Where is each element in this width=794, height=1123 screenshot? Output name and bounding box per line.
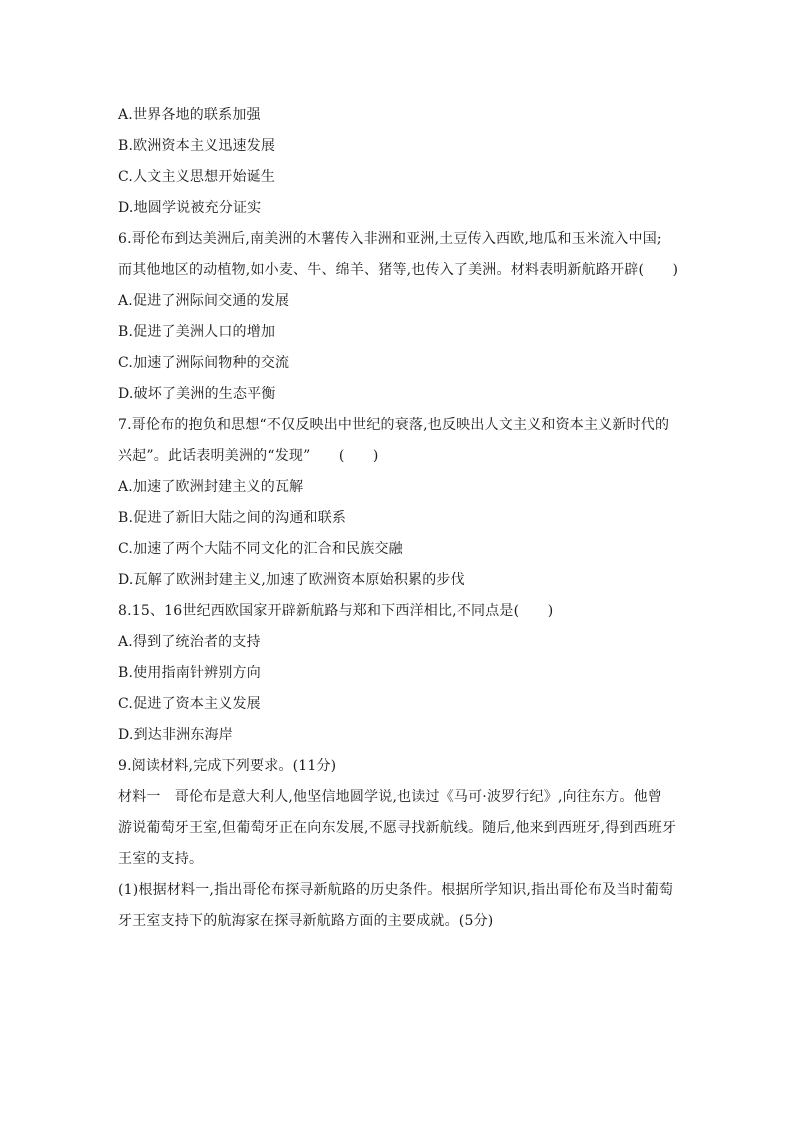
q8-option-c: C.促进了资本主义发展 [118, 696, 261, 712]
q5-option-c: C.人文主义思想开始诞生 [118, 169, 276, 185]
q8-option-d: D.到达非洲东海岸 [118, 727, 233, 743]
q9-stem: 9.阅读材料,完成下列要求。(11分) [118, 758, 337, 774]
q9-sub1-line-2: 牙王室支持下的航海家在探寻新航路方面的主要成就。(5分) [118, 913, 494, 929]
q8-option-b: B.使用指南针辨别方向 [118, 665, 261, 681]
q7-stem-line-2: 兴起”。此话表明美洲的“发现” ( ) [118, 448, 379, 464]
q9-sub1-line-1: (1)根据材料一,指出哥伦布探寻新航路的历史条件。根据所学知识,指出哥伦布及当时葡萄 [118, 882, 674, 898]
q6-option-a: A.促进了洲际间交通的发展 [118, 293, 290, 309]
document-body [118, 100, 678, 937]
q9-material-1-line-3: 王室的支持。 [118, 851, 204, 867]
q6-stem-line-1: 6.哥伦布到达美洲后,南美洲的木薯传入非洲和亚洲,土豆传入西欧,地瓜和玉米流入中国; [118, 231, 662, 247]
q5-option-d: D.地圆学说被充分证实 [118, 200, 262, 216]
q5-option-b: B.欧洲资本主义迅速发展 [118, 138, 276, 154]
q8-option-a: A.得到了统治者的支持 [118, 634, 261, 650]
q5-option-a: A.世界各地的联系加强 [118, 107, 261, 123]
q9-material-1-line-2: 游说葡萄牙王室,但葡萄牙正在向东发展,不愿寻找新航线。随后,他来到西班牙,得到西班牙 [118, 820, 677, 836]
q6-option-d: D.破坏了美洲的生态平衡 [118, 386, 276, 402]
q7-option-a: A.加速了欧洲封建主义的瓦解 [118, 479, 304, 495]
q6-option-c: C.加速了洲际间物种的交流 [118, 355, 290, 371]
q7-stem-line-1: 7.哥伦布的抱负和思想“不仅反映出中世纪的衰落,也反映出人文主义和资本主义新时代的 [118, 417, 670, 433]
q7-option-c: C.加速了两个大陆不同文化的汇合和民族交融 [118, 541, 403, 557]
q8-stem: 8.15、16世纪西欧国家开辟新航路与郑和下西洋相比,不同点是( ) [118, 603, 554, 619]
q6-stem-line-2: 而其他地区的动植物,如小麦、牛、绵羊、猪等,也传入了美洲。材料表明新航路开辟( ) [118, 262, 679, 278]
q7-option-d: D.瓦解了欧洲封建主义,加速了欧洲资本原始积累的步伐 [118, 572, 465, 588]
q6-option-b: B.促进了美洲人口的增加 [118, 324, 276, 340]
q9-material-1-line-1: 材料一 哥伦布是意大利人,他坚信地圆学说,也读过《马可·波罗行纪》,向往东方。他曾 [118, 789, 662, 805]
q7-option-b: B.促进了新旧大陆之间的沟通和联系 [118, 510, 347, 526]
